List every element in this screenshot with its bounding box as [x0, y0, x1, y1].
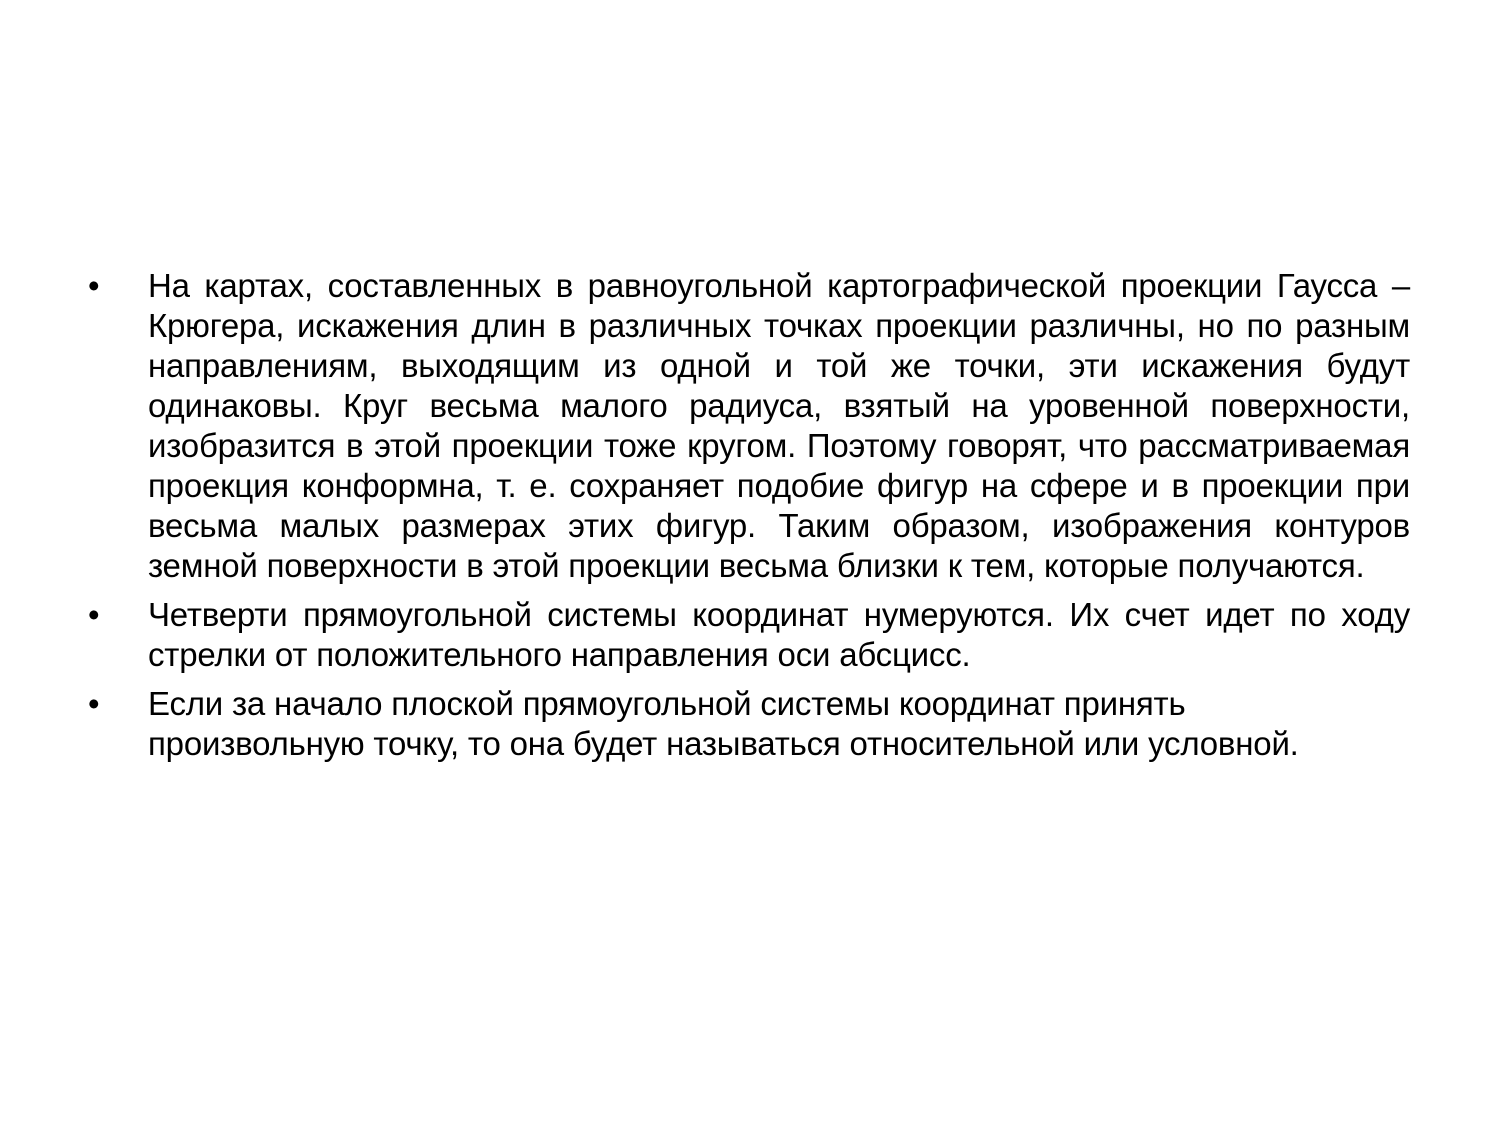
- bullet-list: [88, 266, 1410, 764]
- bullet-item-gauss-kruger: [88, 266, 1410, 586]
- bullet-text: На картах, составленных в равноугольной картографической проекции Гаусса – Крюгера, искажения длин в различных точках проекции различны, но по разным направлениям, выходящим из одной и той же точки, эти искажения будут одинаковы. Круг весьма малого радиуса, взятый на уровенной поверхности, изобразится в этой проекции тоже кругом. Поэтому говорят, что рассматриваемая проекция конформна, т. е. сохраняет подобие фигур на сфере и в проекции при весьма малых размерах этих фигур. Таким образом, изображения контуров земной поверхности в этой проекции весьма близки к тем, которые получаются.: [148, 267, 1410, 584]
- bullet-marker: •: [88, 685, 100, 722]
- bullet-text: Четверти прямоугольной системы координат нумеруются. Их счет идет по ходу стрелки от положительного направления оси абсцисс.: [148, 596, 1410, 673]
- bullet-marker: •: [88, 596, 100, 633]
- bullet-item-relative-origin: [88, 684, 1410, 764]
- bullet-marker: •: [88, 267, 100, 304]
- bullet-text: Если за начало плоской прямоугольной системы координат принять произвольную точку, то она будет называться относительной или условной.: [148, 685, 1299, 762]
- bullet-item-quadrants: [88, 595, 1410, 675]
- slide-body: [88, 266, 1410, 773]
